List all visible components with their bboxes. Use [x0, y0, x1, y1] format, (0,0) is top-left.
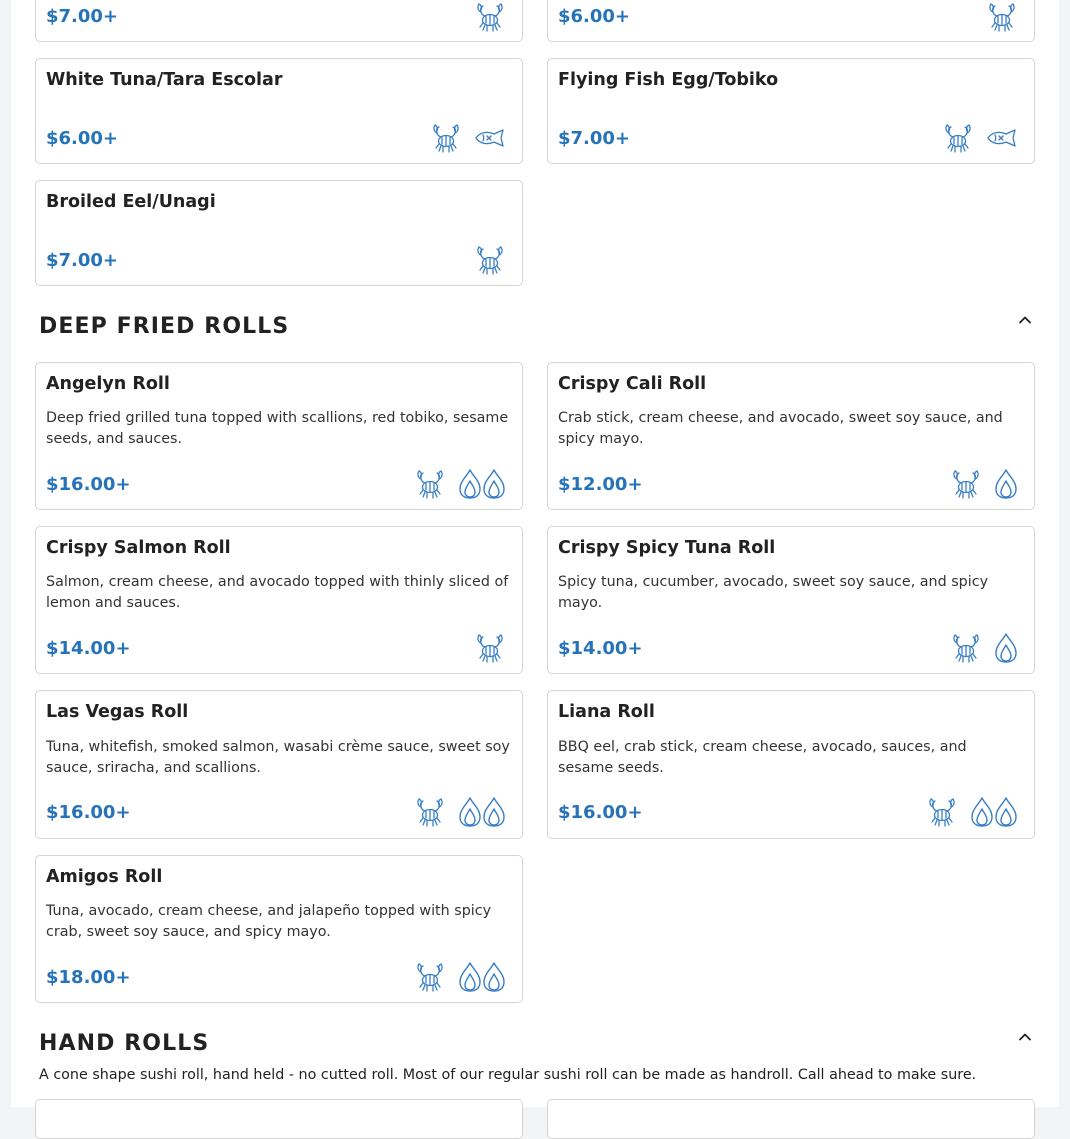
- item-price: $16.00+: [46, 802, 131, 823]
- crab-icon: [430, 122, 462, 154]
- menu-item-card[interactable]: [35, 526, 523, 674]
- crab-icon: [950, 632, 982, 664]
- item-name: Liana Roll: [558, 702, 655, 722]
- item-price: $14.00+: [46, 638, 131, 659]
- item-icons: [474, 632, 506, 664]
- section-description: A cone shape sushi roll, hand held - no cutted roll. Most of our regular sushi roll can be made as handroll. Call ahead to make sure.: [39, 1067, 977, 1083]
- item-icons: [986, 1, 1018, 33]
- menu-item-card[interactable]: [35, 58, 523, 164]
- menu-item-card[interactable]: [35, 362, 523, 510]
- menu-item-card[interactable]: [547, 690, 1035, 839]
- item-icons: [474, 1, 506, 33]
- item-price: $16.00+: [46, 474, 131, 495]
- section-title: DEEP FRIED ROLLS: [39, 314, 290, 339]
- item-icons: [926, 796, 1018, 828]
- crab-icon: [474, 244, 506, 276]
- item-name: Amigos Roll: [46, 867, 163, 887]
- menu-page: [11, 0, 1059, 1107]
- collapse-chevron-icon[interactable]: [1017, 312, 1033, 328]
- item-description: Tuna, avocado, cream cheese, and jalapeño topped with spicy crab, sweet soy sauce, and spicy mayo.: [46, 903, 492, 940]
- item-icons: [430, 122, 506, 154]
- flame-icon: [994, 796, 1018, 828]
- crab-icon: [926, 796, 958, 828]
- item-name: Crispy Salmon Roll: [46, 538, 231, 558]
- menu-item-card[interactable]: [547, 1099, 1035, 1139]
- crab-icon: [950, 468, 982, 500]
- item-price: $12.00+: [558, 474, 643, 495]
- item-price: $7.00+: [46, 6, 119, 27]
- menu-item-card[interactable]: [35, 1099, 523, 1139]
- item-description: BBQ eel, crab stick, cream cheese, avocado, sauces, and sesame seeds.: [558, 739, 967, 776]
- crab-icon: [986, 1, 1018, 33]
- crab-icon: [942, 122, 974, 154]
- flame-icon: [482, 796, 506, 828]
- item-name: Las Vegas Roll: [46, 702, 189, 722]
- item-name: Angelyn Roll: [46, 374, 170, 394]
- item-price: $7.00+: [46, 250, 119, 271]
- fish-icon: [474, 128, 506, 148]
- item-icons: [950, 632, 1018, 664]
- item-description: Crab stick, cream cheese, and avocado, sweet soy sauce, and spicy mayo.: [558, 410, 1003, 447]
- menu-item-card[interactable]: [35, 855, 523, 1003]
- item-description: Tuna, whitefish, smoked salmon, wasabi crème sauce, sweet soy sauce, sriracha, and scallions.: [46, 739, 510, 776]
- flame-icon: [994, 468, 1018, 500]
- flame-icon: [482, 468, 506, 500]
- item-description: Deep fried grilled tuna topped with scallions, red tobiko, sesame seeds, and sauces.: [46, 410, 509, 447]
- item-price: $7.00+: [558, 128, 631, 149]
- crab-icon: [414, 468, 446, 500]
- crab-icon: [474, 632, 506, 664]
- item-price: $18.00+: [46, 967, 131, 988]
- menu-item-card[interactable]: [35, 0, 523, 42]
- menu-item-card[interactable]: [547, 58, 1035, 164]
- flame-icon: [970, 796, 994, 828]
- fish-icon: [986, 128, 1018, 148]
- collapse-chevron-icon[interactable]: [1017, 1029, 1033, 1045]
- crab-icon: [474, 1, 506, 33]
- item-name: Flying Fish Egg/Tobiko: [558, 70, 779, 90]
- crab-icon: [414, 961, 446, 993]
- item-description: Spicy tuna, cucumber, avocado, sweet soy sauce, and spicy mayo.: [558, 574, 989, 611]
- flame-icon: [994, 632, 1018, 664]
- item-price: $14.00+: [558, 638, 643, 659]
- item-price: $16.00+: [558, 802, 643, 823]
- section-title: HAND ROLLS: [39, 1031, 210, 1056]
- flame-icon: [458, 961, 482, 993]
- menu-item-card[interactable]: [35, 180, 523, 286]
- item-icons: [414, 961, 506, 993]
- item-name: White Tuna/Tara Escolar: [46, 70, 283, 90]
- menu-item-card[interactable]: [547, 526, 1035, 674]
- flame-icon: [458, 796, 482, 828]
- item-icons: [414, 796, 506, 828]
- item-name: Crispy Spicy Tuna Roll: [558, 538, 776, 558]
- item-icons: [474, 244, 506, 276]
- menu-item-card[interactable]: [35, 690, 523, 839]
- menu-item-card[interactable]: [547, 0, 1035, 42]
- item-name: Broiled Eel/Unagi: [46, 192, 216, 212]
- flame-icon: [482, 961, 506, 993]
- item-icons: [950, 468, 1018, 500]
- item-price: $6.00+: [46, 128, 119, 149]
- item-icons: [414, 468, 506, 500]
- item-name: Crispy Cali Roll: [558, 374, 707, 394]
- item-icons: [942, 122, 1018, 154]
- menu-item-card[interactable]: [547, 362, 1035, 510]
- flame-icon: [458, 468, 482, 500]
- item-price: $6.00+: [558, 6, 631, 27]
- crab-icon: [414, 796, 446, 828]
- item-description: Salmon, cream cheese, and avocado topped with thinly sliced of lemon and sauces.: [46, 574, 509, 611]
